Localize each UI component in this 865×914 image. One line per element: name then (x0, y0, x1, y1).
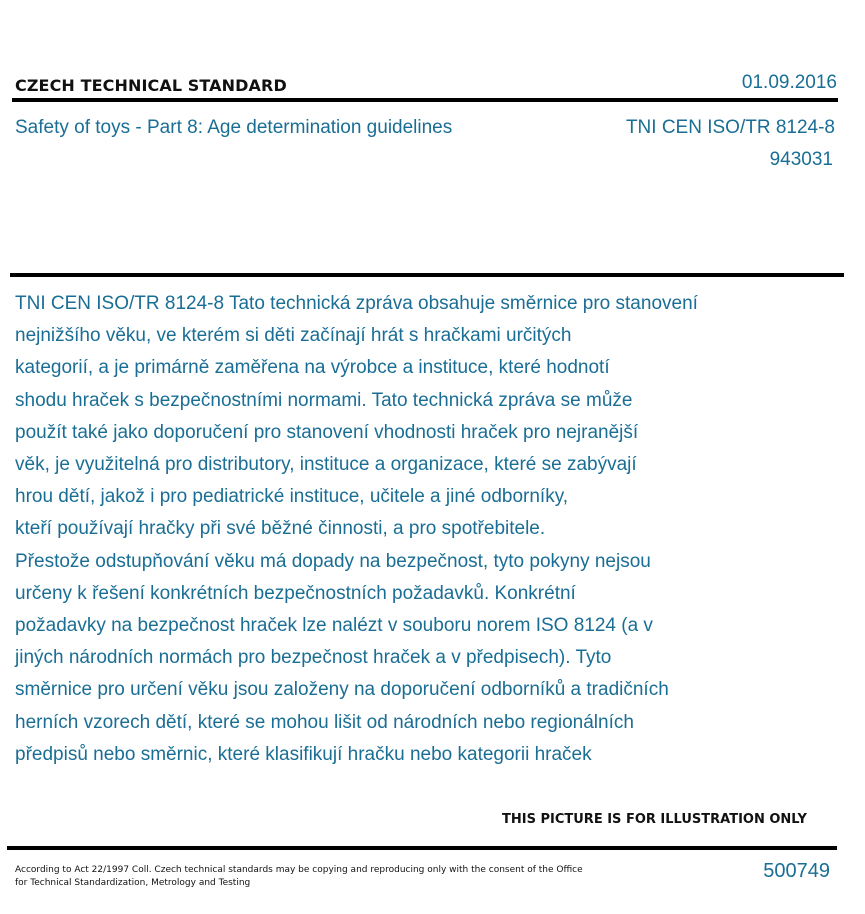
top-divider (12, 98, 838, 102)
legal-notice (15, 864, 595, 890)
abstract-line: TNI CEN ISO/TR 8124-8 Tato technická zpráva obsahuje směrnice pro stanovení (15, 293, 698, 314)
abstract-line: kteří používají hračky při své běžné činnosti, a pro spotřebitele. (15, 518, 546, 540)
bottom-divider (7, 846, 837, 850)
abstract-line: jiných národních normách pro bezpečnost hraček a v předpisech). Tyto (15, 647, 612, 669)
abstract-line: shodu hraček s bezpečnostními normami. Tato technická zpráva se může (15, 389, 633, 411)
abstract-line: hrou dětí, jakož i pro pediatrické instituce, učitele a jiné odborníky, (15, 486, 569, 508)
document-title: Safety of toys - Part 8: Age determination guidelines (15, 117, 453, 138)
illustration-note: THIS PICTURE IS FOR ILLUSTRATION ONLY (502, 812, 807, 827)
abstract-line: směrnice pro určení věku jsou založeny na doporučení odborníků a tradičních (15, 679, 669, 701)
abstract-line: herních vzorech dětí, které se mohou lišit od národních nebo regionálních (15, 711, 634, 733)
abstract-line: Přestože odstupňování věku má dopady na bezpečnost, tyto pokyny nejsou (15, 550, 651, 572)
abstract-line: předpisů nebo směrnic, které klasifikují hračku nebo kategorii hraček (15, 743, 592, 765)
legal-line: According to Act 22/1997 Coll. Czech technical standards may be copying and reproducing only with the consent of the Office (15, 865, 583, 875)
document-code: TNI CEN ISO/TR 8124-8 (625, 117, 835, 138)
abstract-line: použít také jako doporučení pro stanovení vhodnosti hraček pro nejranější (15, 421, 639, 443)
abstract-line: požadavky na bezpečnost hraček lze nalézt v souboru norem ISO 8124 (a v (15, 615, 653, 637)
abstract-line: věk, je využitelná pro distributory, instituce a organizace, které se zabývají (15, 454, 637, 476)
legal-line: for Technical Standardization, Metrology and Testing (15, 878, 251, 888)
abstract-line: kategorií, a je primárně zaměřena na výrobce a instituce, které hodnotí (15, 357, 610, 379)
publication-date: 01.09.2016 (741, 72, 837, 93)
abstract-line: nejnižšího věku, ve kterém si děti začínají hrát s hračkami určitých (15, 325, 572, 347)
middle-divider (10, 273, 844, 277)
standard-type-label: CZECH TECHNICAL STANDARD (15, 76, 287, 95)
document-number: 500749 (763, 860, 830, 882)
abstract-line: určeny k řešení konkrétních bezpečnostních požadavků. Konkrétní (15, 582, 576, 604)
abstract-text (15, 288, 805, 771)
catalog-number: 943031 (769, 149, 833, 170)
